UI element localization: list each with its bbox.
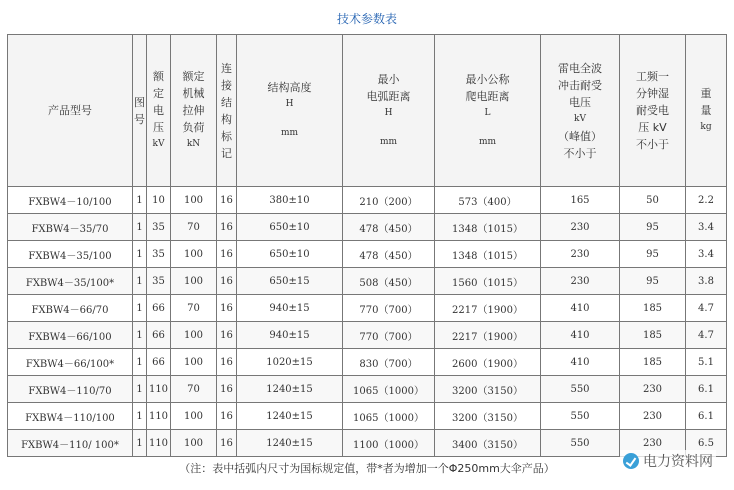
header-model: 产品型号 [8,35,133,187]
cell-arc: 770（700） [343,322,435,349]
cell-weight: 2.2 [686,187,727,214]
cell-impulse: 230 [541,214,620,241]
cell-wet: 95 [620,268,686,295]
cell-voltage: 66 [147,349,171,376]
table-row [8,376,727,403]
cell-wet: 230 [620,403,686,430]
cell-arc: 1065（1000） [343,376,435,403]
cell-voltage: 110 [147,430,171,457]
cell-model: FXBW4－35/70 [8,214,133,241]
cell-impulse: 550 [541,403,620,430]
cell-voltage: 35 [147,214,171,241]
cell-creepage: 2217（1900） [435,295,541,322]
cell-height: 1240±15 [237,403,343,430]
header-wet-withstand: 工频一 分钟湿 耐受电 压 kV 不小于 [620,35,686,187]
cell-height: 940±15 [237,322,343,349]
cell-model: FXBW4－66/100* [8,349,133,376]
cell-connection: 16 [217,214,237,241]
cell-load: 70 [171,214,217,241]
cell-height: 650±10 [237,241,343,268]
table-row [8,403,727,430]
cell-impulse: 230 [541,268,620,295]
cell-height: 650±15 [237,268,343,295]
cell-connection: 16 [217,376,237,403]
cell-connection: 16 [217,403,237,430]
cell-load: 100 [171,322,217,349]
table-title: 技术参数表 [336,12,397,26]
header-drawing: 图 号 [133,35,147,187]
cell-model: FXBW4－110/100 [8,403,133,430]
table-body [8,187,727,457]
footnote: （注：表中括弧内尺寸为国标规定值，带*者为增加一个Φ250mm大伞产品） [179,462,555,475]
cell-arc: 508（450） [343,268,435,295]
header-arc-distance: 最小 电弧距离 H mm [343,35,435,187]
cell-connection: 16 [217,430,237,457]
cell-height: 1240±15 [237,430,343,457]
table-row [8,187,727,214]
cell-weight: 6.1 [686,376,727,403]
cell-arc: 1100（1000） [343,430,435,457]
cell-drawing: 1 [133,295,147,322]
cell-creepage: 2217（1900） [435,322,541,349]
cell-impulse: 410 [541,322,620,349]
table-row [8,295,727,322]
cell-drawing: 1 [133,187,147,214]
cell-impulse: 230 [541,241,620,268]
cell-load: 100 [171,403,217,430]
table-row [8,241,727,268]
watermark-text: 电力资料网 [643,454,713,470]
cell-weight: 6.1 [686,403,727,430]
cell-height: 380±10 [237,187,343,214]
cell-voltage: 66 [147,295,171,322]
cell-impulse: 410 [541,295,620,322]
cell-voltage: 35 [147,241,171,268]
cell-voltage: 110 [147,376,171,403]
cell-voltage: 66 [147,322,171,349]
table-row [8,268,727,295]
spec-table [7,34,727,457]
cell-impulse: 550 [541,430,620,457]
cell-weight: 6.5 [686,430,727,457]
cell-weight: 3.4 [686,241,727,268]
table-row [8,430,727,457]
cell-model: FXBW4－35/100* [8,268,133,295]
header-weight: 重 量 kg [686,35,727,187]
cell-creepage: 1560（1015） [435,268,541,295]
cell-load: 100 [171,241,217,268]
cell-drawing: 1 [133,214,147,241]
cell-voltage: 110 [147,403,171,430]
table-row [8,214,727,241]
cell-model: FXBW4－110/70 [8,376,133,403]
cell-creepage: 1348（1015） [435,214,541,241]
cell-model: FXBW4－66/70 [8,295,133,322]
table-row [8,349,727,376]
cell-weight: 4.7 [686,295,727,322]
cell-voltage: 10 [147,187,171,214]
header-voltage: 额 定 电 压 kV [147,35,171,187]
cell-connection: 16 [217,349,237,376]
cell-connection: 16 [217,187,237,214]
cell-height: 650±10 [237,214,343,241]
cell-drawing: 1 [133,403,147,430]
cell-connection: 16 [217,241,237,268]
cell-arc: 830（700） [343,349,435,376]
cell-wet: 185 [620,295,686,322]
cell-arc: 1065（1000） [343,403,435,430]
header-impulse-voltage: 雷电全波 冲击耐受 电压 kV （峰值） 不小于 [541,35,620,187]
cell-height: 940±15 [237,295,343,322]
cell-load: 70 [171,376,217,403]
cell-load: 100 [171,430,217,457]
cell-arc: 478（450） [343,214,435,241]
watermark [620,450,716,472]
cell-drawing: 1 [133,268,147,295]
cell-weight: 3.4 [686,214,727,241]
header-height: 结构高度 H mm [237,35,343,187]
cell-wet: 95 [620,241,686,268]
cell-load: 100 [171,187,217,214]
header-connection: 连 接 结 构 标 记 [217,35,237,187]
cell-load: 70 [171,295,217,322]
cell-wet: 95 [620,214,686,241]
cell-model: FXBW4－35/100 [8,241,133,268]
cell-connection: 16 [217,268,237,295]
cell-creepage: 1348（1015） [435,241,541,268]
header-row [8,35,727,187]
watermark-logo-icon [623,453,639,469]
cell-wet: 230 [620,430,686,457]
cell-impulse: 410 [541,349,620,376]
cell-model: FXBW4－66/100 [8,322,133,349]
cell-impulse: 165 [541,187,620,214]
cell-arc: 210（200） [343,187,435,214]
cell-arc: 770（700） [343,295,435,322]
cell-load: 100 [171,349,217,376]
cell-voltage: 35 [147,268,171,295]
cell-weight: 5.1 [686,349,727,376]
cell-creepage: 3400（3150） [435,430,541,457]
cell-weight: 4.7 [686,322,727,349]
header-load: 额定 机械 拉伸 负荷 kN [171,35,217,187]
cell-connection: 16 [217,322,237,349]
cell-drawing: 1 [133,322,147,349]
cell-weight: 3.8 [686,268,727,295]
cell-height: 1020±15 [237,349,343,376]
cell-creepage: 573（400） [435,187,541,214]
cell-drawing: 1 [133,430,147,457]
cell-drawing: 1 [133,349,147,376]
cell-model: FXBW4－10/100 [8,187,133,214]
cell-wet: 230 [620,376,686,403]
cell-load: 100 [171,268,217,295]
cell-wet: 50 [620,187,686,214]
cell-wet: 185 [620,349,686,376]
cell-creepage: 2600（1900） [435,349,541,376]
cell-drawing: 1 [133,241,147,268]
cell-wet: 185 [620,322,686,349]
cell-creepage: 3200（3150） [435,376,541,403]
cell-creepage: 3200（3150） [435,403,541,430]
table-row [8,322,727,349]
cell-height: 1240±15 [237,376,343,403]
cell-drawing: 1 [133,376,147,403]
header-creepage: 最小公称 爬电距离 L mm [435,35,541,187]
cell-arc: 478（450） [343,241,435,268]
cell-connection: 16 [217,295,237,322]
cell-impulse: 550 [541,376,620,403]
cell-model: FXBW4－110/ 100* [8,430,133,457]
